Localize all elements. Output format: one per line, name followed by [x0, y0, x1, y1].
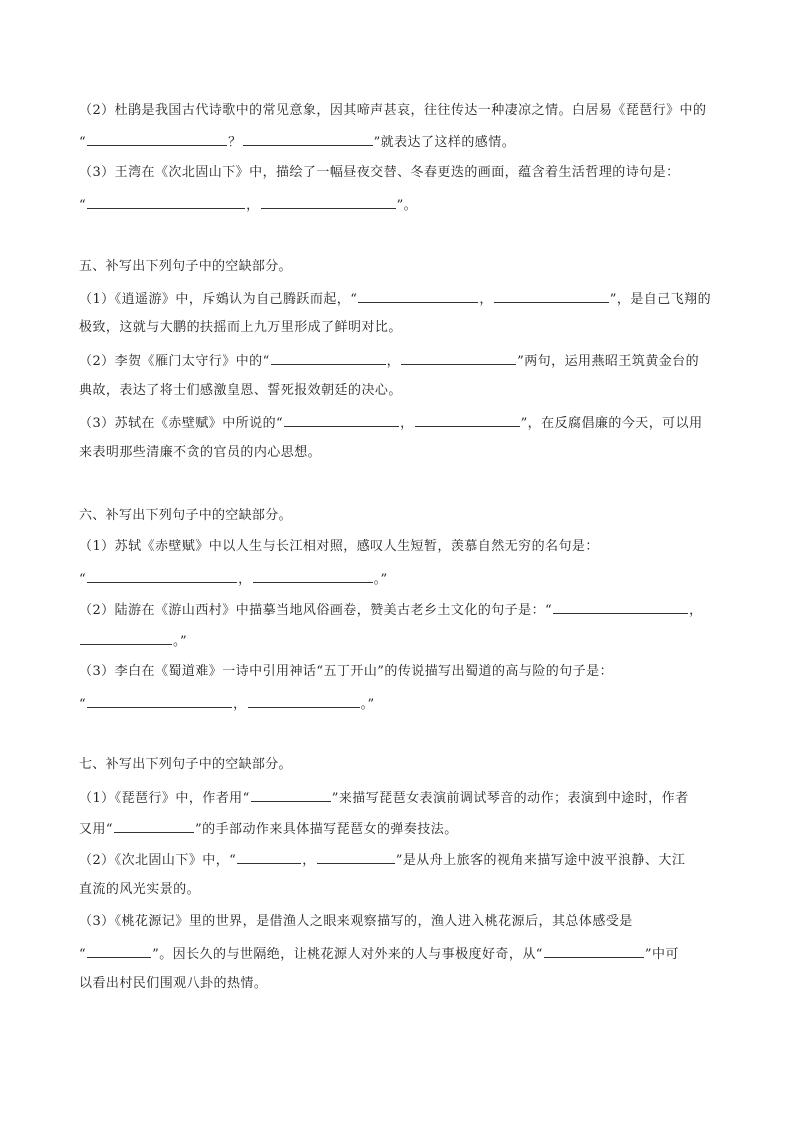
question-line	[79, 818, 729, 840]
punctuation: ，	[302, 853, 316, 868]
answer-blank[interactable]	[553, 599, 688, 614]
answer-blank[interactable]	[87, 943, 151, 958]
question-line	[79, 381, 729, 401]
question-text: （3）王湾在《次北固山下》中，描绘了一幅昼夜交替、冬春更迭的画面，蕴含着生活哲理的诗句是：	[79, 165, 680, 180]
answer-blank[interactable]	[284, 412, 399, 427]
heading-text: 六、补写出下列句子中的空缺部分。	[79, 508, 292, 523]
quote-mark: “	[79, 947, 87, 962]
answer-blank[interactable]	[544, 943, 644, 958]
punctuation: ”。	[396, 198, 418, 213]
question-text: 极致，这就与大鹏的扶摇而上九万里形成了鲜明对比。	[79, 320, 402, 335]
question-text: （2）李贺《雁门太守行》中的“	[79, 354, 270, 369]
answer-blank[interactable]	[243, 131, 373, 146]
punctuation: ，	[246, 198, 260, 213]
question-text: 又用“	[79, 822, 113, 837]
question-line	[79, 101, 729, 121]
question-text: （1）《逍遥游》中，斥鴳认为自己腾跃而起，“	[79, 292, 358, 307]
answer-blank[interactable]	[358, 288, 478, 303]
answer-blank[interactable]	[80, 630, 172, 645]
answer-blank[interactable]	[401, 350, 516, 365]
question-line	[79, 443, 729, 463]
question-text: ”，是自己飞翔的	[609, 292, 712, 307]
punctuation: ，	[479, 292, 493, 307]
quote-mark: “	[79, 572, 87, 587]
question-text: （2）杜鹃是我国古代诗歌中的常见意象，因其啼声甚哀，往往传达一种凄凉之情。白居易《琵琶行》中的	[79, 103, 707, 118]
section-heading	[79, 506, 729, 526]
question-text: 来表明那些清廉不贪的官员的内心思想。	[79, 445, 322, 460]
answer-blank[interactable]	[251, 787, 331, 802]
question-text: 以看出村民们围观八卦的热情。	[79, 976, 268, 991]
question-line	[79, 787, 729, 809]
question-text: ”中可	[644, 947, 679, 962]
answer-blank[interactable]	[494, 288, 609, 303]
question-text: ”来描写琵琶女表演前调试琴音的动作；表演到中途时，作者	[331, 791, 689, 806]
answer-blank[interactable]	[261, 194, 396, 209]
question-text: （1）《琵琶行》中，作者用“	[79, 791, 250, 806]
punctuation: ，	[233, 697, 247, 712]
question-text: （1）苏轼《赤壁赋》中以人生与长江相对照，感叹人生短暂，羡慕自然无穷的名句是：	[79, 539, 599, 554]
punctuation: ？	[228, 135, 242, 150]
answer-blank[interactable]	[253, 568, 373, 583]
answer-line	[79, 630, 729, 652]
question-text: ”是从舟上旅客的视角来描写途中波平浪静、大江	[395, 853, 686, 868]
punctuation: ，	[400, 416, 414, 431]
punctuation: 。”	[360, 697, 375, 712]
question-line	[79, 849, 729, 871]
question-line	[79, 318, 729, 338]
answer-line	[79, 194, 729, 216]
question-line	[79, 537, 729, 557]
punctuation: 。”	[173, 634, 188, 649]
section-heading	[79, 755, 729, 775]
heading-text: 七、补写出下列句子中的空缺部分。	[79, 757, 292, 772]
question-text: （3）《桃花源记》里的世界，是借渔人之眼来观察描写的，渔人进入桃花源后，其总体感受是	[79, 914, 633, 929]
answer-blank[interactable]	[237, 849, 301, 864]
question-text: 典故，表达了将士们感激皇恩、誓死报效朝廷的决心。	[79, 383, 402, 398]
quote-mark: “	[79, 697, 87, 712]
answer-blank[interactable]	[415, 412, 520, 427]
answer-blank[interactable]	[248, 693, 360, 708]
question-line	[79, 880, 729, 900]
question-line	[79, 943, 729, 965]
question-text: （3）李白在《蜀道难》一诗中引用神话“五丁开山”的传说描写出蜀道的高与险的句子是：	[79, 664, 614, 679]
punctuation: ，	[238, 572, 252, 587]
question-line	[79, 350, 729, 372]
question-text: （2）陆游在《游山西村》中描摹当地风俗画卷，赞美古老乡土文化的句子是：“	[79, 603, 553, 618]
question-line	[79, 912, 729, 932]
answer-blank[interactable]	[87, 568, 237, 583]
punctuation: ，	[689, 603, 703, 618]
answer-line	[79, 693, 729, 715]
answer-blank[interactable]	[114, 818, 194, 833]
question-line	[79, 163, 729, 183]
answer-line	[79, 568, 729, 590]
quote-mark: “	[79, 198, 87, 213]
quote-mark: “	[79, 135, 87, 150]
question-line	[79, 599, 729, 621]
question-line	[79, 974, 729, 994]
question-text: （2）《次北固山下》中，“	[79, 853, 237, 868]
question-text: 直流的风光实景的。	[79, 882, 201, 897]
answer-blank[interactable]	[87, 693, 232, 708]
answer-blank[interactable]	[87, 131, 227, 146]
question-line	[79, 288, 729, 310]
answer-line	[79, 131, 729, 153]
question-text: ”，在反腐倡廉的今天，可以用	[520, 416, 703, 431]
question-text: ”两句，运用燕昭王筑黄金台的	[517, 354, 700, 369]
question-text: ”就表达了这样的感情。	[373, 135, 516, 150]
punctuation: ，	[386, 354, 401, 369]
question-text: ”的手部动作来具体描写琵琶女的弹奏技法。	[195, 822, 458, 837]
question-line	[79, 412, 729, 434]
answer-blank[interactable]	[271, 350, 386, 365]
answer-blank[interactable]	[87, 194, 245, 209]
question-text: （3）苏轼在《赤壁赋》中所说的“	[79, 416, 284, 431]
question-text: ”。因长久的与世隔绝，让桃花源人对外来的人与事极度好奇，从“	[152, 947, 543, 962]
question-line	[79, 662, 729, 682]
section-heading	[79, 257, 729, 277]
answer-blank[interactable]	[317, 849, 395, 864]
heading-text: 五、补写出下列句子中的空缺部分。	[79, 259, 292, 274]
punctuation: 。”	[373, 572, 388, 587]
